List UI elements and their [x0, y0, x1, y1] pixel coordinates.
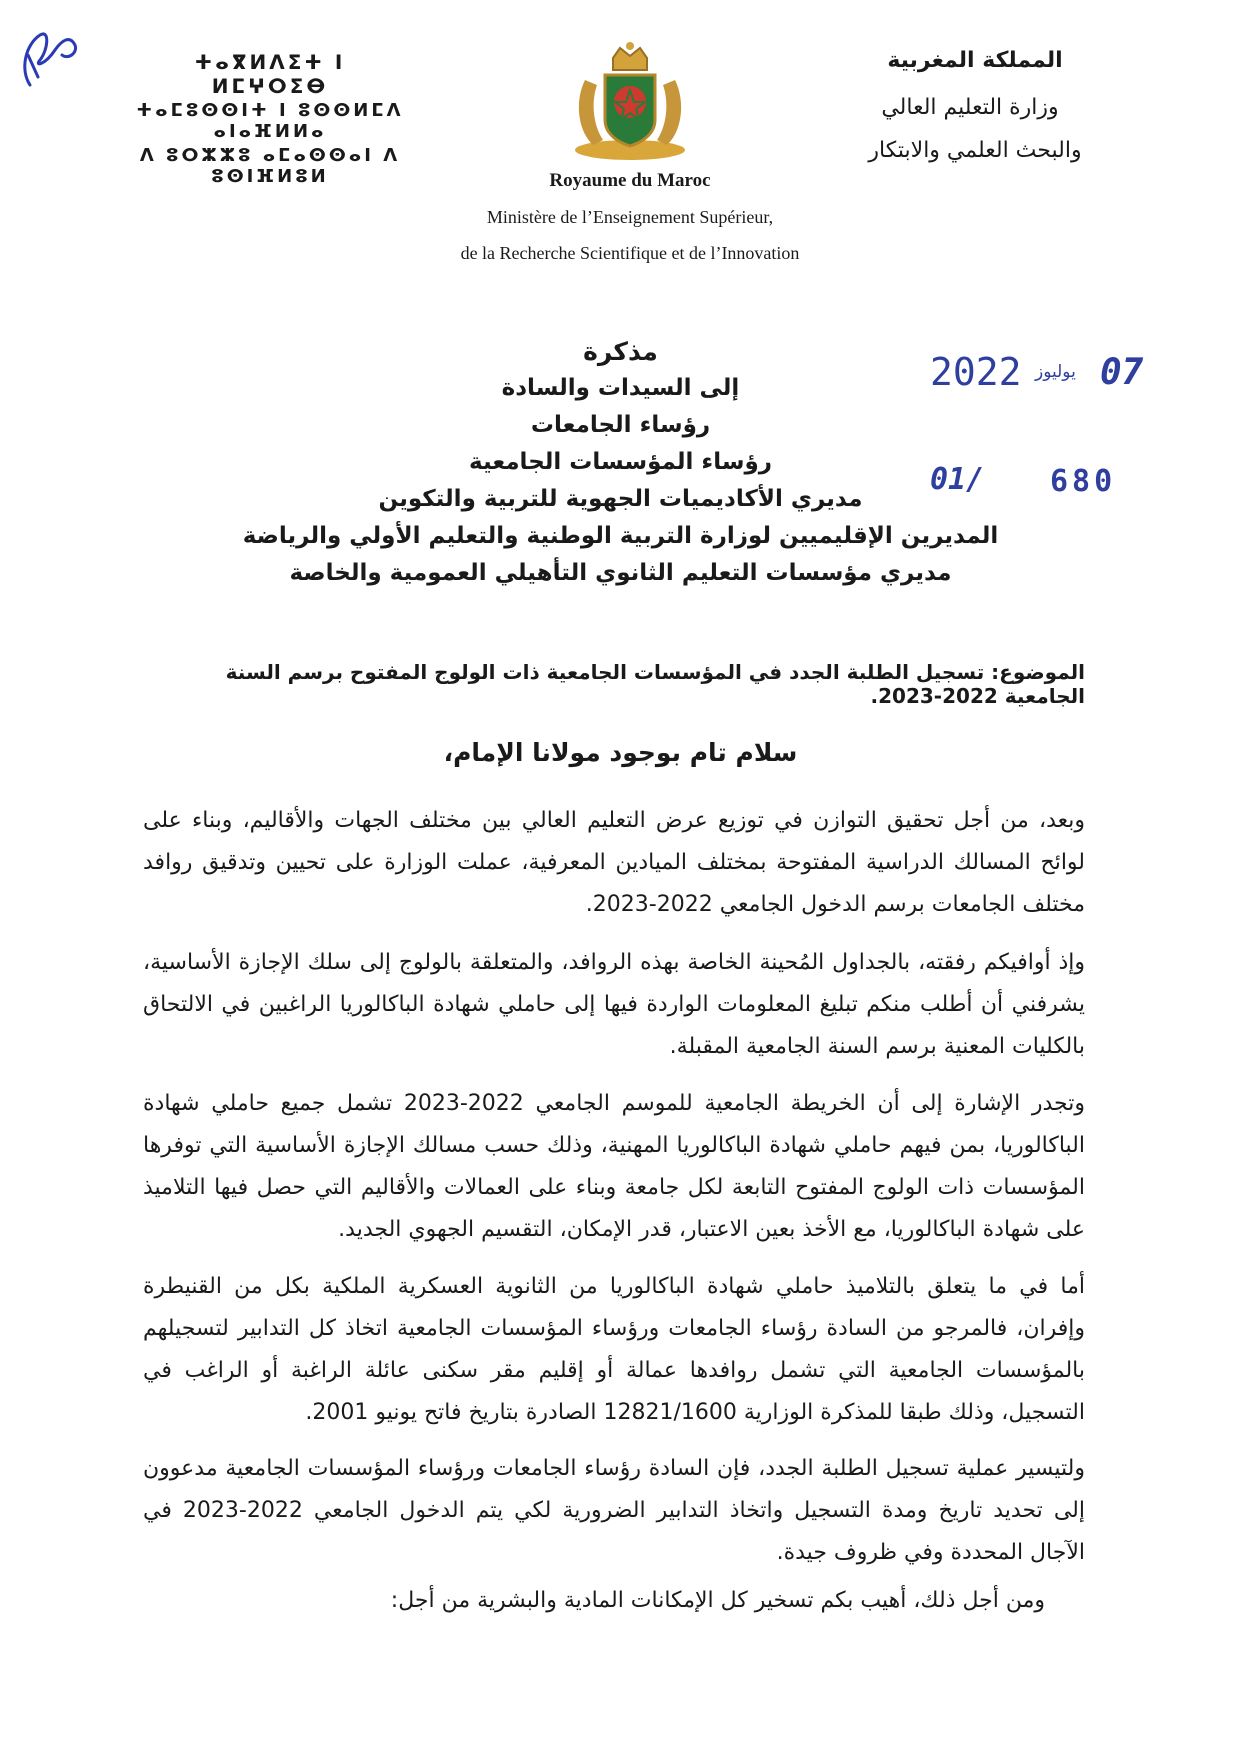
body-paragraph: وإذ أوافيكم رفقته، بالجداول المُحينة الخاصة بهذه الروافد، والمتعلقة بالولوج إلى سلك الإجازة الأساسية، يشرفني أن أطلب منكم تبليغ المعلومات الواردة فيها إلى حاملي شهادة الباكالوريا الراغبين في الالتحاق بالكليات المعنية برسم السنة الجامعية المقبلة.	[143, 950, 1085, 1059]
fr-ministry-line-2: de la Recherche Scientifique et de l’Innovation	[460, 243, 800, 263]
fr-kingdom: Royaume du Maroc	[549, 170, 711, 191]
stamp-month: يوليوز	[1035, 362, 1076, 382]
arabic-kingdom: المملكة المغربية	[887, 48, 1063, 73]
stamp-day: 07	[1100, 352, 1144, 393]
greeting: سلام تام بوجود مولانا الإمام،	[443, 738, 798, 767]
tifinagh-line-1: ⵜⴰⴳⵍⴷⵉⵜ ⵏ ⵍⵎⵖⵔⵉⴱ	[194, 50, 346, 98]
recipient-line: مديري مؤسسات التعليم الثانوي التأهيلي العمومية والخاصة	[289, 560, 952, 586]
signature-mark	[10, 15, 90, 95]
body-paragraph: وبعد، من أجل تحقيق التوازن في توزيع عرض التعليم العالي بين مختلف الجهات والأقاليم، وبناء على لوائح المسالك الدراسية المفتوحة بمختلف الميادين المعرفية، عملت الوزارة على تحيين وتدقيق روافد مختلف الجامعات برسم الدخول الجامعي 2022-2023.	[143, 808, 1085, 917]
fr-ministry-line-1: Ministère de l’Enseignement Supérieur,	[486, 207, 774, 227]
stamp-ref-number: 680	[1050, 464, 1117, 499]
tifinagh-line-2: ⵜⴰⵎⵓⵙⵙⵏⵜ ⵏ ⵓⵙⵙⵍⵎⴷ ⴰⵏⴰⴼⵍⵍⴰ	[136, 100, 404, 142]
body-paragraph: وتجدر الإشارة إلى أن الخريطة الجامعية للموسم الجامعي 2022-2023 تشمل جميع حاملي شهادة الباكالوريا، بمن فيهم حاملي شهادة الباكالوريا المهنية، وذلك حسب مسالك الإجازة الأساسية التي توفرها المؤسسات ذات الولوج المفتوح التابعة لكل جامعة وبناء على العمالات والأقاليم التي حصل فيها التلاميذ على شهادة الباكالوريا، مع الأخذ بعين الاعتبار، قدر الإمكان، التقسيم الجهوي الجديد.	[143, 1091, 1086, 1242]
memo-subject: الموضوع: تسجيل الطلبة الجدد في المؤسسات الجامعية ذات الولوج المفتوح برسم السنة الجامعية 2022-2023.	[225, 660, 1085, 708]
body-paragraph: أما في ما يتعلق بالتلاميذ حاملي شهادة الباكالوريا من الثانوية العسكرية الملكية بكل من القنيطرة وإفران، فالمرجو من السادة رؤساء الجامعات ورؤساء المؤسسات الجامعية اتخاذ كل التدابير لتسجيلهم بالمؤسسات الجامعية التي تشمل روافدها عمالة أو إقليم مقر سكنى عائلة الراغبة أو الراغب في التسجيل، وذلك طبقا للمذكرة الوزارية 12821/1600 الصادرة بتاريخ فاتح يونيو 2001.	[143, 1274, 1085, 1425]
memo-title: مذكرة	[583, 337, 658, 366]
recipient-line: رؤساء الجامعات	[530, 412, 711, 438]
closing-line: ومن أجل ذلك، أهيب بكم تسخير كل الإمكانات المادية والبشرية من أجل:	[390, 1588, 1045, 1613]
recipient-line: رؤساء المؤسسات الجامعية	[469, 449, 772, 475]
tifinagh-line-3: ⴷ ⵓⵔⵣⵣⵓ ⴰⵎⴰⵙⵙⴰⵏ ⴷ ⵓⵙⵏⴼⵍⵓⵍ	[139, 145, 401, 187]
body-paragraph: ولتيسير عملية تسجيل الطلبة الجدد، فإن السادة رؤساء الجامعات ورؤساء المؤسسات الجامعية مدعوون إلى تحديد تاريخ ومدة التسجيل واتخاذ التدابير الضرورية لكي يتم الدخول الجامعي 2022-2023 في الآجال المحددة وفي ظروف جيدة.	[143, 1456, 1085, 1565]
stamp-year: 2022	[930, 350, 1022, 394]
recipient-line: مديري الأكاديميات الجهوية للتربية والتكوين	[378, 486, 863, 512]
arabic-ministry-line-2: والبحث العلمي والابتكار	[868, 138, 1082, 163]
recipient-line: المديرين الإقليميين لوزارة التربية الوطنية والتعليم الأولي والرياضة	[242, 523, 999, 549]
arabic-ministry-line-1: وزارة التعليم العالي	[881, 95, 1059, 120]
recipient-line: إلى السيدات والسادة	[501, 375, 740, 401]
stamp-ref-prefix: 01/	[930, 462, 985, 497]
coat-of-arms-emblem	[565, 40, 695, 165]
